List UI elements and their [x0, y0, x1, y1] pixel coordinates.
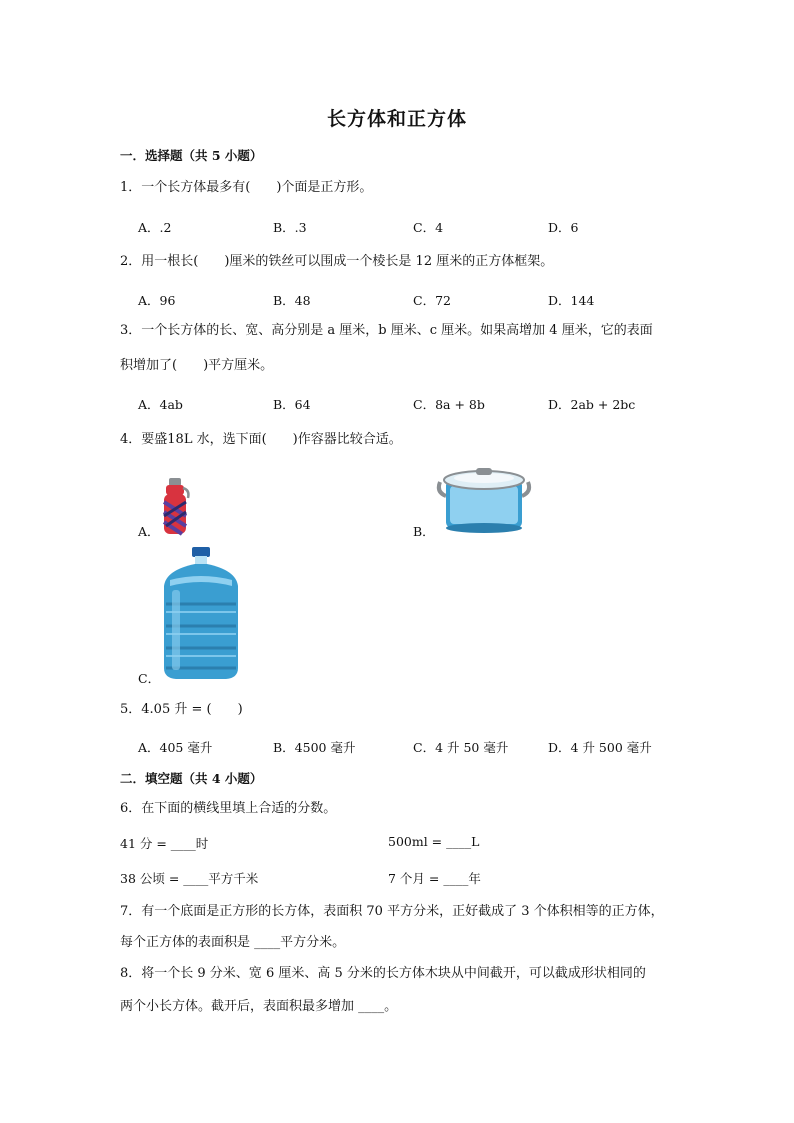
- thermos-bottle-icon: [160, 476, 192, 536]
- page-title: 长方体和正方体: [326, 108, 467, 130]
- q6-item-4[interactable]: 7 个月 = ____年: [388, 871, 481, 886]
- question-4: 4．要盛18L 水，选下面( )作容器比较合适。: [120, 432, 402, 447]
- q1-option-d[interactable]: D．6: [548, 220, 579, 235]
- section-fill-heading: 二．填空题（共 4 小题）: [120, 771, 263, 786]
- question-3-line-1: 3．一个长方体的长、宽、高分别是 a 厘米，b 厘米、c 厘米。如果高增加 4 厘米，它的表面: [120, 323, 653, 338]
- q5-option-b[interactable]: B．4500 毫升: [273, 740, 356, 755]
- q5-option-d[interactable]: D．4 升 500 毫升: [548, 740, 652, 755]
- q5-option-a[interactable]: A．405 毫升: [138, 740, 213, 755]
- q3-option-d[interactable]: D．2ab + 2bc: [548, 397, 636, 412]
- cooking-pot-icon: [436, 464, 532, 534]
- q1-option-b[interactable]: B．.3: [273, 220, 307, 235]
- q2-option-a[interactable]: A．96: [138, 293, 176, 308]
- q5-option-c[interactable]: C．4 升 50 毫升: [413, 740, 509, 755]
- q2-option-c[interactable]: C．72: [413, 293, 451, 308]
- q4-option-a[interactable]: A．: [138, 524, 160, 539]
- q1-option-c[interactable]: C．4: [413, 220, 444, 235]
- question-8-line-1: 8．将一个长 9 分米、宽 6 厘米、高 5 分米的长方体木块从中间截开，可以截成形状相同的: [120, 966, 646, 981]
- question-3-line-2: 积增加了( )平方厘米。: [120, 358, 274, 373]
- section-choice-heading: 一．选择题（共 5 小题）: [120, 148, 263, 163]
- question-7-line-2: 每个正方体的表面积是 ____平方分米。: [120, 935, 346, 950]
- q4-option-b[interactable]: B．: [413, 524, 435, 539]
- q6-item-1[interactable]: 41 分 = ____时: [120, 836, 209, 851]
- q6-item-2[interactable]: 500ml = ____L: [388, 834, 480, 849]
- question-6: 6．在下面的横线里填上合适的分数。: [120, 801, 337, 816]
- q1-option-a[interactable]: A．.2: [138, 220, 172, 235]
- q6-item-3[interactable]: 38 公顷 = ____平方千米: [120, 871, 259, 886]
- q3-option-b[interactable]: B．64: [273, 397, 311, 412]
- question-2: 2．用一根长( )厘米的铁丝可以围成一个棱长是 12 厘米的正方体框架。: [120, 254, 554, 269]
- question-7-line-1: 7．有一个底面是正方形的长方体，表面积 70 平方分米，正好截成了 3 个体积相等的正方体，: [120, 904, 664, 919]
- q2-option-b[interactable]: B．48: [273, 293, 311, 308]
- water-jug-icon: [160, 546, 242, 682]
- q3-option-a[interactable]: A．4ab: [138, 397, 183, 412]
- question-5: 5．4.05 升 = ( ): [120, 702, 243, 717]
- q4-option-c[interactable]: C．: [138, 671, 161, 686]
- question-1: 1．一个长方体最多有( )个面是正方形。: [120, 180, 373, 195]
- q3-option-c[interactable]: C．8a + 8b: [413, 397, 485, 412]
- q2-option-d[interactable]: D．144: [548, 293, 595, 308]
- question-8-line-2: 两个小长方体。截开后，表面积最多增加 ____。: [120, 999, 398, 1014]
